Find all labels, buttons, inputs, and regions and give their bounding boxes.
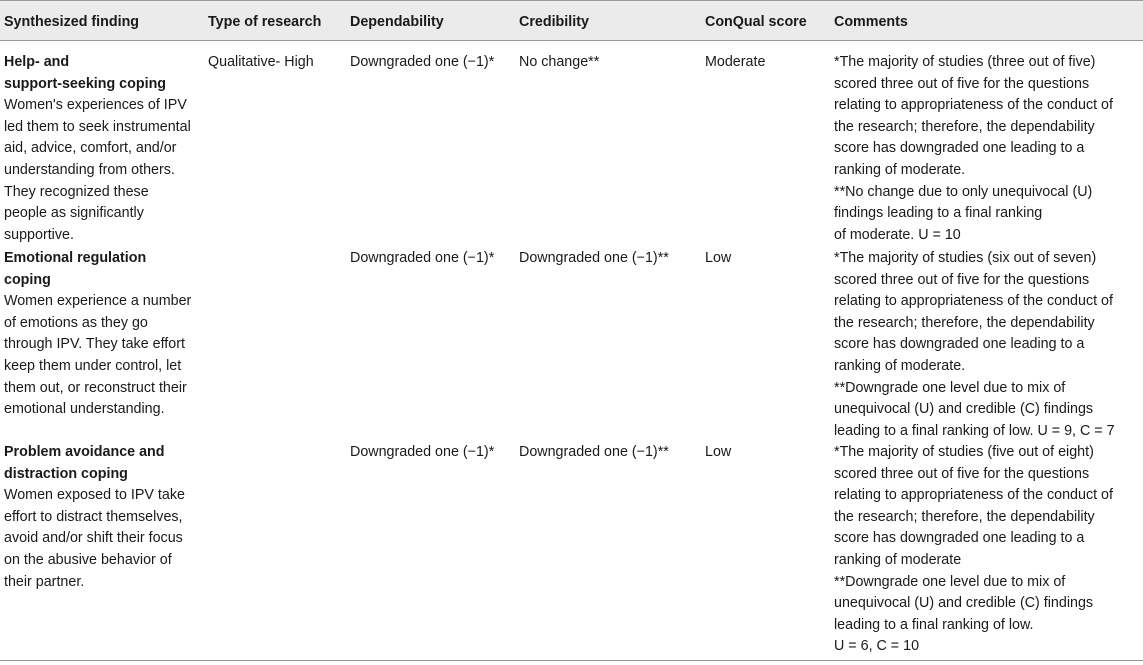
comment-line: **Downgrade one level due to mix of [834, 573, 1066, 590]
comment-line: U = 6, C = 10 [834, 638, 920, 655]
comment-line: unequivocal (U) and credible (C) findings [834, 401, 1094, 418]
dependability-cell: Downgraded one (−1)* [350, 444, 495, 460]
finding-description-line: keep them under control, let [4, 357, 182, 374]
comments-cell [834, 442, 1143, 658]
synthesized-finding-cell [4, 248, 202, 421]
table-header-row [0, 0, 1143, 41]
comment-line: *The majority of studies (five out of eight) [834, 444, 1094, 460]
credibility-cell: Downgraded one (−1)** [519, 444, 669, 460]
comment-line: **No change due to only unequivocal (U) [834, 183, 1093, 200]
comment-line: relating to appropriateness of the conduct of [834, 487, 1113, 504]
finding-description-line: Women experience a number [4, 293, 192, 310]
comment-line: ranking of moderate [834, 551, 962, 568]
finding-title [4, 52, 202, 95]
comment-line: *The majority of studies (three out of five) [834, 54, 1096, 70]
conqual-score-cell: Low [705, 250, 732, 266]
finding-description-line: They recognized these [4, 183, 149, 200]
comments-cell [834, 248, 1143, 442]
finding-title-line: Help- and [4, 54, 70, 70]
comment-line: leading to a final ranking of low. [834, 616, 1034, 633]
header-credibility: Credibility [519, 14, 589, 30]
type-of-research-cell: Qualitative- High [208, 54, 314, 70]
finding-description-line: on the abusive behavior of [4, 551, 172, 568]
finding-description-line: aid, advice, comfort, and/or [4, 140, 177, 157]
finding-description-line: their partner. [4, 573, 85, 590]
finding-description-line: of emotions as they go [4, 314, 148, 331]
finding-description-line: people as significantly [4, 205, 144, 222]
finding-description-line: them out, or reconstruct their [4, 379, 187, 396]
comment-line: scored three out of five for the questions [834, 271, 1090, 288]
comment-line: findings leading to a final ranking [834, 205, 1043, 222]
finding-description [4, 95, 202, 246]
comment-line: scored three out of five for the questions [834, 465, 1090, 482]
finding-title-line: Problem avoidance and [4, 444, 165, 460]
comment-line: relating to appropriateness of the conduct of [834, 293, 1113, 310]
finding-title [4, 248, 202, 291]
dependability-cell: Downgraded one (−1)* [350, 250, 495, 266]
finding-title-line: coping [4, 271, 51, 288]
conqual-score-cell: Moderate [705, 54, 766, 70]
finding-description-line: led them to seek instrumental [4, 118, 191, 135]
comment-line: score has downgraded one leading to a [834, 140, 1085, 157]
comments-cell [834, 52, 1143, 246]
header-conqual-score: ConQual score [705, 14, 807, 30]
header-dependability: Dependability [350, 14, 444, 30]
finding-description-line: Women exposed to IPV take [4, 487, 185, 504]
header-comments: Comments [834, 14, 908, 30]
synthesized-finding-cell [4, 52, 202, 246]
finding-description-line: Women's experiences of IPV [4, 97, 187, 114]
comment-line: relating to appropriateness of the conduct of [834, 97, 1113, 114]
header-type-of-research: Type of research [208, 14, 322, 30]
finding-description-line: understanding from others. [4, 161, 175, 178]
conqual-score-cell: Low [705, 444, 732, 460]
comment-line: scored three out of five for the questions [834, 75, 1090, 92]
comment-line: the research; therefore, the dependability [834, 508, 1095, 525]
finding-description-line: emotional understanding. [4, 401, 165, 418]
comment-line: score has downgraded one leading to a [834, 530, 1085, 547]
comment-line: of moderate. U = 10 [834, 226, 961, 243]
comment-line: score has downgraded one leading to a [834, 336, 1085, 353]
finding-description [4, 291, 202, 421]
comment-line: *The majority of studies (six out of seven) [834, 250, 1097, 266]
finding-description-line: supportive. [4, 226, 74, 243]
dependability-cell: Downgraded one (−1)* [350, 54, 495, 70]
comment-line: leading to a final ranking of low. U = 9, C = 7 [834, 422, 1115, 439]
finding-title-line: Emotional regulation [4, 250, 147, 266]
comment-line: the research; therefore, the dependability [834, 118, 1095, 135]
finding-description-line: avoid and/or shift their focus [4, 530, 183, 547]
comment-line: ranking of moderate. [834, 161, 966, 178]
finding-title-line: support-seeking coping [4, 75, 167, 92]
synthesized-finding-cell [4, 442, 202, 593]
table-bottom-rule [0, 660, 1143, 661]
comment-line: the research; therefore, the dependability [834, 314, 1095, 331]
credibility-cell: No change** [519, 54, 600, 70]
finding-description-line: through IPV. They take effort [4, 336, 185, 353]
finding-description-line: effort to distract themselves, [4, 508, 183, 525]
header-synthesized-finding: Synthesized finding [4, 14, 140, 30]
finding-description [4, 485, 202, 593]
comment-line: ranking of moderate. [834, 357, 966, 374]
comment-line: unequivocal (U) and credible (C) findings [834, 595, 1094, 612]
comment-line: **Downgrade one level due to mix of [834, 379, 1066, 396]
finding-title-line: distraction coping [4, 465, 128, 482]
finding-title [4, 442, 202, 485]
credibility-cell: Downgraded one (−1)** [519, 250, 669, 266]
